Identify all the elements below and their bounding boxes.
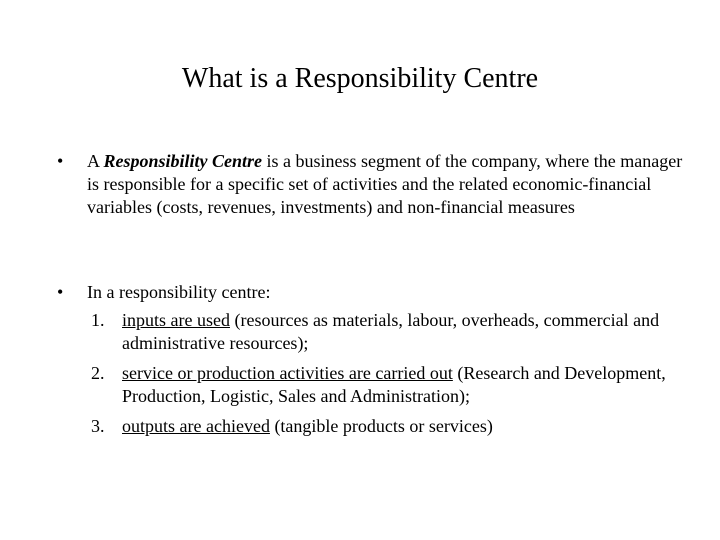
bullet-rest: is a business segment of the company, where the manager is responsible for a specific set of activities and the related economic-financial variables (costs, revenues, investments) and non-financial measures: [87, 151, 683, 217]
numbered-rest: (resources as materials, labour, overheads, commercial and administrative resources);: [122, 310, 660, 353]
numbered-item: [91, 309, 691, 355]
numbered-text: [122, 309, 691, 355]
bullet-item: [57, 150, 697, 219]
bullet-marker: •: [57, 151, 64, 171]
bullet-marker: •: [57, 282, 64, 302]
bullet-text: [87, 150, 697, 219]
item-number: 3.: [91, 416, 105, 436]
numbered-text: [122, 415, 691, 438]
numbered-rest: (Research and Development, Production, Logistic, Sales and Administration);: [122, 363, 666, 406]
item-number: 2.: [91, 363, 105, 383]
underlined-phrase: inputs are used: [122, 310, 230, 330]
numbered-item: [91, 362, 691, 408]
bullet-text: In a responsibility centre:: [87, 282, 271, 302]
bullet-emphasis: Responsibility Centre: [103, 151, 263, 171]
numbered-rest: (tangible products or services): [269, 416, 493, 436]
bullet-prefix: A: [87, 151, 104, 171]
numbered-item: [91, 415, 691, 438]
numbered-text: [122, 362, 691, 408]
underlined-phrase: outputs are achieved: [122, 416, 270, 436]
underlined-phrase: service or production activities are carried out: [122, 363, 453, 383]
item-number: 1.: [91, 310, 105, 330]
slide-title: What is a Responsibility Centre: [181, 63, 539, 94]
bullet-item: [57, 281, 697, 304]
